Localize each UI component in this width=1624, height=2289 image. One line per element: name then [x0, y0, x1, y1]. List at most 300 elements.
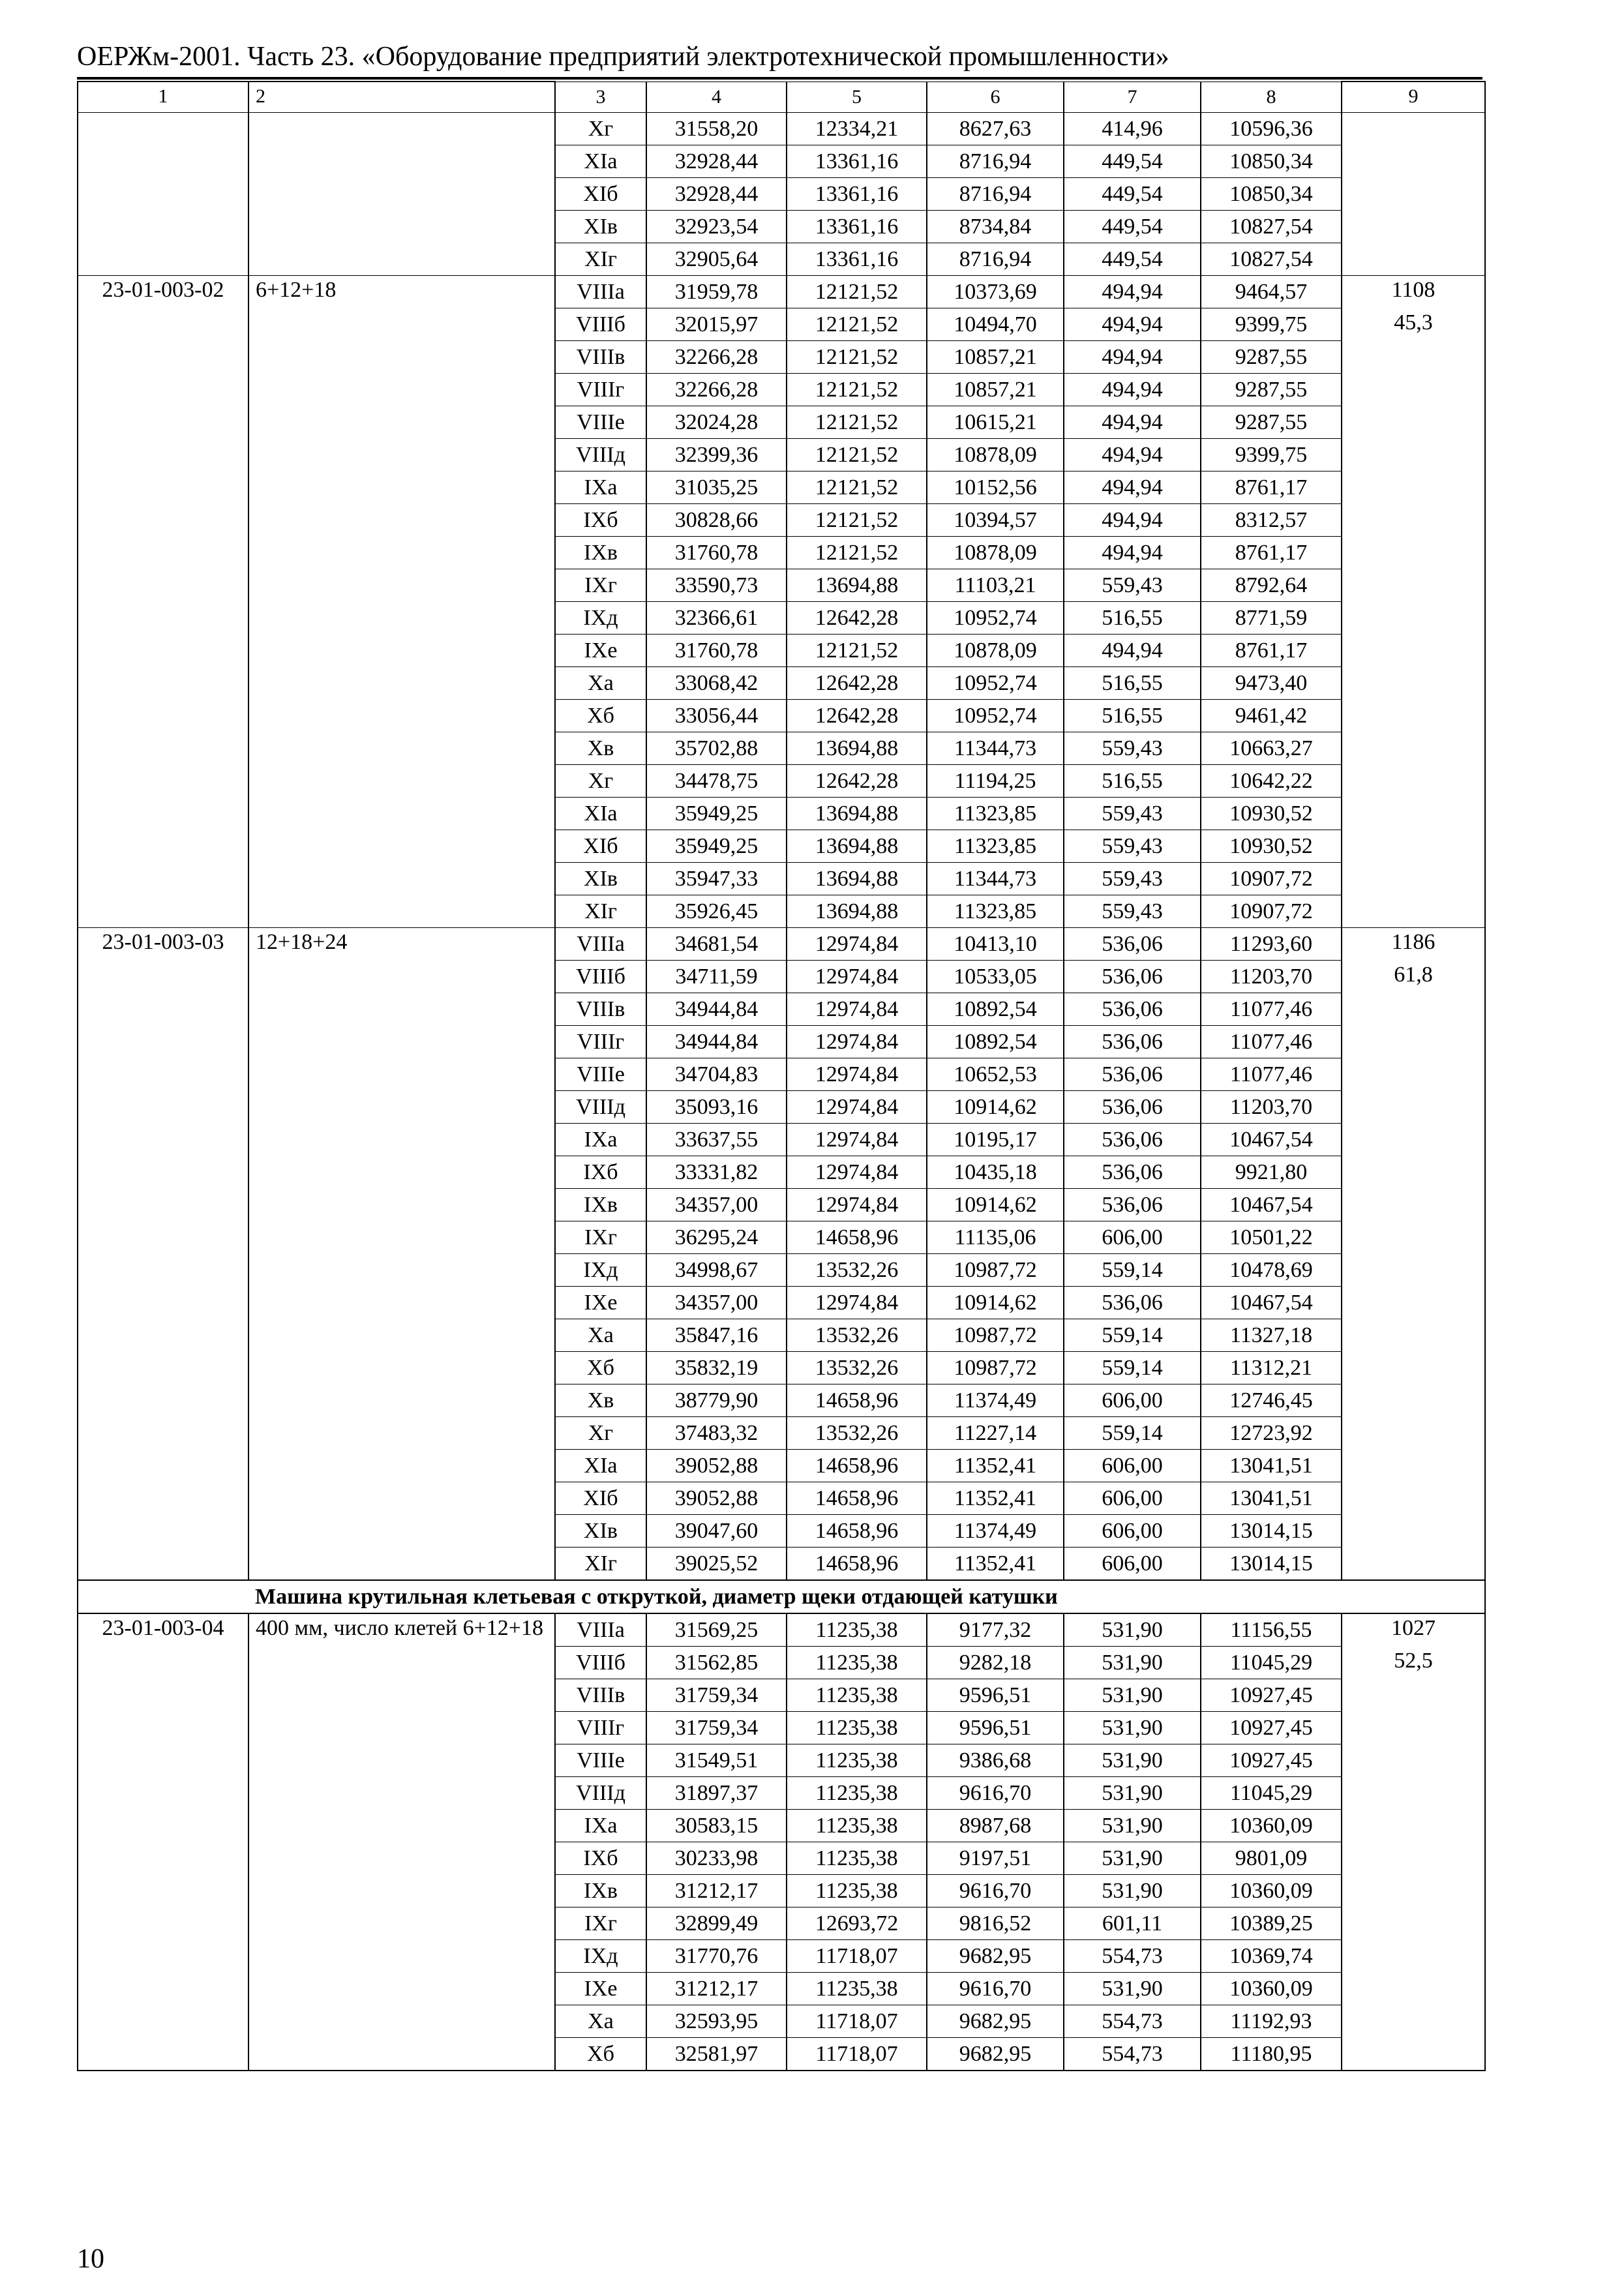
value-cell: 12974,84: [787, 1124, 927, 1156]
category-cell: VIIIе: [555, 1744, 646, 1777]
table-row: [78, 1842, 1485, 1875]
extra-value: 61,8: [1342, 961, 1485, 993]
rate-code: [78, 1515, 248, 1548]
value-cell: 10987,72: [927, 1254, 1064, 1287]
table-row: [78, 602, 1485, 635]
value-cell: 12974,84: [787, 961, 927, 993]
value-cell: 8761,17: [1201, 635, 1342, 667]
value-cell: 449,54: [1064, 243, 1201, 276]
value-cell: 606,00: [1064, 1450, 1201, 1482]
value-cell: 12642,28: [787, 765, 927, 798]
rate-code: [78, 1647, 248, 1679]
value-cell: 12121,52: [787, 406, 927, 439]
rate-description: [248, 1908, 555, 1940]
value-cell: 32593,95: [646, 2005, 787, 2038]
rate-description: [248, 569, 555, 602]
extra-value: [1342, 863, 1485, 895]
category-cell: IXб: [555, 504, 646, 537]
value-cell: 12642,28: [787, 700, 927, 732]
rate-description: [248, 1712, 555, 1744]
rate-description: 400 мм, число клетей 6+12+18: [248, 1613, 555, 1647]
value-cell: 516,55: [1064, 765, 1201, 798]
rate-description: [248, 178, 555, 211]
extra-value: [1342, 504, 1485, 537]
category-cell: XIг: [555, 243, 646, 276]
value-cell: 536,06: [1064, 993, 1201, 1026]
value-cell: 9287,55: [1201, 406, 1342, 439]
rate-code: [78, 1091, 248, 1124]
table-row: [78, 1548, 1485, 1581]
value-cell: 11045,29: [1201, 1647, 1342, 1679]
value-cell: 10952,74: [927, 700, 1064, 732]
value-cell: 12121,52: [787, 439, 927, 471]
rate-description: [248, 993, 555, 1026]
table-row: [78, 1679, 1485, 1712]
value-cell: 10907,72: [1201, 895, 1342, 928]
value-cell: 32581,97: [646, 2038, 787, 2071]
value-cell: 13361,16: [787, 145, 927, 178]
value-cell: 10642,22: [1201, 765, 1342, 798]
rate-description: [248, 1417, 555, 1450]
value-cell: 31959,78: [646, 276, 787, 308]
value-cell: 12121,52: [787, 504, 927, 537]
category-cell: VIIIе: [555, 1058, 646, 1091]
value-cell: 13694,88: [787, 569, 927, 602]
rate-description: [248, 765, 555, 798]
value-cell: 12974,84: [787, 1189, 927, 1221]
category-cell: XIг: [555, 1548, 646, 1581]
value-cell: 449,54: [1064, 211, 1201, 243]
table-row: [78, 178, 1485, 211]
value-cell: 559,14: [1064, 1352, 1201, 1384]
value-cell: 10369,74: [1201, 1940, 1342, 1973]
value-cell: 531,90: [1064, 1875, 1201, 1908]
value-cell: 31759,34: [646, 1712, 787, 1744]
value-cell: 10360,09: [1201, 1973, 1342, 2005]
value-cell: 32399,36: [646, 439, 787, 471]
value-cell: 536,06: [1064, 1124, 1201, 1156]
value-cell: 10827,54: [1201, 243, 1342, 276]
value-cell: 13694,88: [787, 895, 927, 928]
rate-code: [78, 1679, 248, 1712]
rate-description: [248, 504, 555, 537]
value-cell: 12121,52: [787, 341, 927, 374]
rate-description: [248, 700, 555, 732]
extra-value: [1342, 471, 1485, 504]
category-cell: Xа: [555, 2005, 646, 2038]
value-cell: 33637,55: [646, 1124, 787, 1156]
table-row: [78, 406, 1485, 439]
rate-code: [78, 1810, 248, 1842]
value-cell: 32024,28: [646, 406, 787, 439]
value-cell: 14658,96: [787, 1548, 927, 1581]
value-cell: 606,00: [1064, 1482, 1201, 1515]
value-cell: 11312,21: [1201, 1352, 1342, 1384]
value-cell: 11718,07: [787, 2038, 927, 2071]
rate-code: [78, 635, 248, 667]
value-cell: 31569,25: [646, 1613, 787, 1647]
value-cell: 35832,19: [646, 1352, 787, 1384]
value-cell: 13532,26: [787, 1319, 927, 1352]
value-cell: 35947,33: [646, 863, 787, 895]
rate-description: [248, 1810, 555, 1842]
rate-code: [78, 993, 248, 1026]
extra-value: [1342, 2005, 1485, 2038]
extra-value: [1342, 1156, 1485, 1189]
value-cell: 8734,84: [927, 211, 1064, 243]
value-cell: 10850,34: [1201, 178, 1342, 211]
rate-description: [248, 1319, 555, 1352]
value-cell: 10927,45: [1201, 1712, 1342, 1744]
extra-value: [1342, 1319, 1485, 1352]
value-cell: 494,94: [1064, 406, 1201, 439]
rate-description: [248, 2038, 555, 2071]
table-row: [78, 667, 1485, 700]
category-cell: XIб: [555, 830, 646, 863]
category-cell: IXд: [555, 1254, 646, 1287]
value-cell: 10478,69: [1201, 1254, 1342, 1287]
category-cell: XIа: [555, 145, 646, 178]
value-cell: 11045,29: [1201, 1777, 1342, 1810]
table-row: [78, 341, 1485, 374]
category-cell: VIIIг: [555, 374, 646, 406]
value-cell: 12746,45: [1201, 1384, 1342, 1417]
extra-value: [1342, 700, 1485, 732]
value-cell: 531,90: [1064, 1613, 1201, 1647]
rate-code: [78, 798, 248, 830]
extra-value: [1342, 1287, 1485, 1319]
value-cell: 9616,70: [927, 1875, 1064, 1908]
value-cell: 536,06: [1064, 1026, 1201, 1058]
table-row: [78, 765, 1485, 798]
rate-description: [248, 667, 555, 700]
value-cell: 531,90: [1064, 1712, 1201, 1744]
value-cell: 30233,98: [646, 1842, 787, 1875]
category-cell: Xб: [555, 1352, 646, 1384]
value-cell: 35702,88: [646, 732, 787, 765]
value-cell: 10373,69: [927, 276, 1064, 308]
value-cell: 11235,38: [787, 1777, 927, 1810]
extra-value: [1342, 602, 1485, 635]
category-cell: Xг: [555, 113, 646, 145]
value-cell: 449,54: [1064, 145, 1201, 178]
table-row: [78, 798, 1485, 830]
value-cell: 9921,80: [1201, 1156, 1342, 1189]
value-cell: 516,55: [1064, 667, 1201, 700]
rate-code: [78, 308, 248, 341]
rate-code: [78, 667, 248, 700]
value-cell: 606,00: [1064, 1548, 1201, 1581]
rate-description: [248, 1254, 555, 1287]
value-cell: 531,90: [1064, 1777, 1201, 1810]
table-row: [78, 895, 1485, 928]
value-cell: 33331,82: [646, 1156, 787, 1189]
value-cell: 559,14: [1064, 1254, 1201, 1287]
value-cell: 31760,78: [646, 635, 787, 667]
value-cell: 554,73: [1064, 2005, 1201, 2038]
table-row: [78, 1875, 1485, 1908]
rate-description: [248, 341, 555, 374]
value-cell: 10952,74: [927, 667, 1064, 700]
value-cell: 11344,73: [927, 732, 1064, 765]
extra-value: [1342, 341, 1485, 374]
value-cell: 11718,07: [787, 1940, 927, 1973]
value-cell: 516,55: [1064, 700, 1201, 732]
rate-description: [248, 895, 555, 928]
extra-value: [1342, 895, 1485, 928]
value-cell: 11103,21: [927, 569, 1064, 602]
category-cell: IXд: [555, 602, 646, 635]
extra-value: [1342, 178, 1485, 211]
extra-value: [1342, 635, 1485, 667]
value-cell: 10892,54: [927, 993, 1064, 1026]
value-cell: 531,90: [1064, 1810, 1201, 1842]
value-cell: 13014,15: [1201, 1548, 1342, 1581]
rate-description: [248, 2005, 555, 2038]
extra-value: [1342, 1810, 1485, 1842]
rate-code: [78, 471, 248, 504]
category-cell: VIIIб: [555, 308, 646, 341]
table-row: [78, 700, 1485, 732]
category-cell: VIIIд: [555, 439, 646, 471]
value-cell: 606,00: [1064, 1515, 1201, 1548]
value-cell: 601,11: [1064, 1908, 1201, 1940]
value-cell: 9399,75: [1201, 439, 1342, 471]
table-row: [78, 1647, 1485, 1679]
value-cell: 11235,38: [787, 1973, 927, 2005]
extra-value: 1027: [1342, 1613, 1485, 1647]
rate-code: [78, 863, 248, 895]
rate-description: [248, 1450, 555, 1482]
rate-code: [78, 1548, 248, 1581]
category-cell: VIIIг: [555, 1026, 646, 1058]
table-row: [78, 1156, 1485, 1189]
rate-description: [248, 602, 555, 635]
category-cell: IXе: [555, 1287, 646, 1319]
value-cell: 13532,26: [787, 1417, 927, 1450]
value-cell: 494,94: [1064, 537, 1201, 569]
value-cell: 11180,95: [1201, 2038, 1342, 2071]
rate-code: [78, 537, 248, 569]
extra-value: [1342, 1091, 1485, 1124]
category-cell: IXв: [555, 1189, 646, 1221]
value-cell: 31212,17: [646, 1875, 787, 1908]
value-cell: 516,55: [1064, 602, 1201, 635]
category-cell: IXб: [555, 1842, 646, 1875]
value-cell: 494,94: [1064, 308, 1201, 341]
category-cell: Xг: [555, 1417, 646, 1450]
value-cell: 30828,66: [646, 504, 787, 537]
value-cell: 536,06: [1064, 1156, 1201, 1189]
table-row: [78, 439, 1485, 471]
table-row: [78, 569, 1485, 602]
category-cell: VIIIд: [555, 1777, 646, 1810]
category-cell: Xа: [555, 1319, 646, 1352]
value-cell: 11323,85: [927, 895, 1064, 928]
value-cell: 11374,49: [927, 1515, 1064, 1548]
value-cell: 9197,51: [927, 1842, 1064, 1875]
extra-value: [1342, 537, 1485, 569]
rate-code: [78, 1221, 248, 1254]
rate-code: [78, 2038, 248, 2071]
column-number: 1: [78, 82, 248, 113]
rates-table: [77, 81, 1486, 2071]
rate-code: [78, 700, 248, 732]
rate-description: [248, 732, 555, 765]
header-rule: [77, 78, 1482, 80]
value-cell: 8771,59: [1201, 602, 1342, 635]
value-cell: 35949,25: [646, 830, 787, 863]
value-cell: 494,94: [1064, 276, 1201, 308]
value-cell: 536,06: [1064, 1189, 1201, 1221]
rate-description: 12+18+24: [248, 928, 555, 961]
rate-code: 23-01-003-03: [78, 928, 248, 961]
value-cell: 606,00: [1064, 1384, 1201, 1417]
category-cell: IXа: [555, 1810, 646, 1842]
category-cell: Xв: [555, 1384, 646, 1417]
rate-description: [248, 1091, 555, 1124]
rate-description: [248, 406, 555, 439]
extra-value: [1342, 211, 1485, 243]
table-row: [78, 113, 1485, 145]
category-cell: XIа: [555, 798, 646, 830]
value-cell: 11293,60: [1201, 928, 1342, 961]
value-cell: 494,94: [1064, 635, 1201, 667]
value-cell: 8716,94: [927, 243, 1064, 276]
value-cell: 11077,46: [1201, 993, 1342, 1026]
value-cell: 494,94: [1064, 504, 1201, 537]
table-row: [78, 1287, 1485, 1319]
value-cell: 11203,70: [1201, 1091, 1342, 1124]
rate-description: [248, 1026, 555, 1058]
value-cell: 11077,46: [1201, 1026, 1342, 1058]
extra-value: [1342, 374, 1485, 406]
section-heading-row: [78, 1580, 1485, 1613]
extra-value: [1342, 993, 1485, 1026]
rate-code: [78, 895, 248, 928]
value-cell: 554,73: [1064, 2038, 1201, 2071]
rate-description: [248, 1124, 555, 1156]
extra-value: [1342, 1940, 1485, 1973]
value-cell: 9596,51: [927, 1712, 1064, 1744]
column-number: 2: [248, 82, 555, 113]
rate-code: [78, 1940, 248, 1973]
table-row: [78, 1744, 1485, 1777]
value-cell: 9399,75: [1201, 308, 1342, 341]
value-cell: 494,94: [1064, 341, 1201, 374]
value-cell: 10663,27: [1201, 732, 1342, 765]
value-cell: 34681,54: [646, 928, 787, 961]
value-cell: 10927,45: [1201, 1744, 1342, 1777]
value-cell: 559,43: [1064, 798, 1201, 830]
value-cell: 11352,41: [927, 1482, 1064, 1515]
value-cell: 34711,59: [646, 961, 787, 993]
value-cell: 37483,32: [646, 1417, 787, 1450]
value-cell: 10533,05: [927, 961, 1064, 993]
rate-code: [78, 1744, 248, 1777]
table-row: [78, 1124, 1485, 1156]
value-cell: 13532,26: [787, 1352, 927, 1384]
value-cell: 12642,28: [787, 602, 927, 635]
rate-description: 6+12+18: [248, 276, 555, 308]
table-row: [78, 211, 1485, 243]
rate-code: [78, 1777, 248, 1810]
value-cell: 11235,38: [787, 1647, 927, 1679]
value-cell: 34944,84: [646, 1026, 787, 1058]
rate-description: [248, 863, 555, 895]
extra-value: [1342, 1352, 1485, 1384]
value-cell: 559,14: [1064, 1319, 1201, 1352]
value-cell: 9816,52: [927, 1908, 1064, 1940]
table-row: [78, 145, 1485, 178]
category-cell: VIIIе: [555, 406, 646, 439]
value-cell: 9386,68: [927, 1744, 1064, 1777]
value-cell: 31770,76: [646, 1940, 787, 1973]
value-cell: 11156,55: [1201, 1613, 1342, 1647]
table-row: [78, 1026, 1485, 1058]
category-cell: XIг: [555, 895, 646, 928]
extra-value: [1342, 1058, 1485, 1091]
value-cell: 9282,18: [927, 1647, 1064, 1679]
value-cell: 35949,25: [646, 798, 787, 830]
rate-description: [248, 1058, 555, 1091]
rate-code: [78, 1156, 248, 1189]
value-cell: 13694,88: [787, 863, 927, 895]
table-row: [78, 1777, 1485, 1810]
rate-description: [248, 211, 555, 243]
category-cell: Xв: [555, 732, 646, 765]
value-cell: 10892,54: [927, 1026, 1064, 1058]
value-cell: 14658,96: [787, 1450, 927, 1482]
value-cell: 559,43: [1064, 895, 1201, 928]
rate-description: [248, 374, 555, 406]
rate-description: [248, 1156, 555, 1189]
value-cell: 494,94: [1064, 471, 1201, 504]
value-cell: 14658,96: [787, 1221, 927, 1254]
rate-description: [248, 1384, 555, 1417]
value-cell: 35847,16: [646, 1319, 787, 1352]
table-row: [78, 1940, 1485, 1973]
value-cell: 9801,09: [1201, 1842, 1342, 1875]
value-cell: 8627,63: [927, 113, 1064, 145]
rate-description: [248, 1940, 555, 1973]
value-cell: 9616,70: [927, 1777, 1064, 1810]
value-cell: 10596,36: [1201, 113, 1342, 145]
rate-description: [248, 537, 555, 569]
rate-description: [248, 798, 555, 830]
table-row: [78, 1189, 1485, 1221]
table-row: [78, 1091, 1485, 1124]
value-cell: 10827,54: [1201, 211, 1342, 243]
value-cell: 13694,88: [787, 732, 927, 765]
value-cell: 531,90: [1064, 1973, 1201, 2005]
rate-code: [78, 1417, 248, 1450]
value-cell: 11352,41: [927, 1548, 1064, 1581]
extra-value: [1342, 1450, 1485, 1482]
value-cell: 9177,32: [927, 1613, 1064, 1647]
extra-value: [1342, 1254, 1485, 1287]
extra-value: [1342, 1842, 1485, 1875]
value-cell: 10914,62: [927, 1189, 1064, 1221]
table-row: [78, 732, 1485, 765]
table-row: [78, 243, 1485, 276]
value-cell: 34704,83: [646, 1058, 787, 1091]
category-cell: Xб: [555, 700, 646, 732]
rate-description: [248, 145, 555, 178]
extra-value: [1342, 569, 1485, 602]
value-cell: 32266,28: [646, 374, 787, 406]
rate-description: [248, 961, 555, 993]
